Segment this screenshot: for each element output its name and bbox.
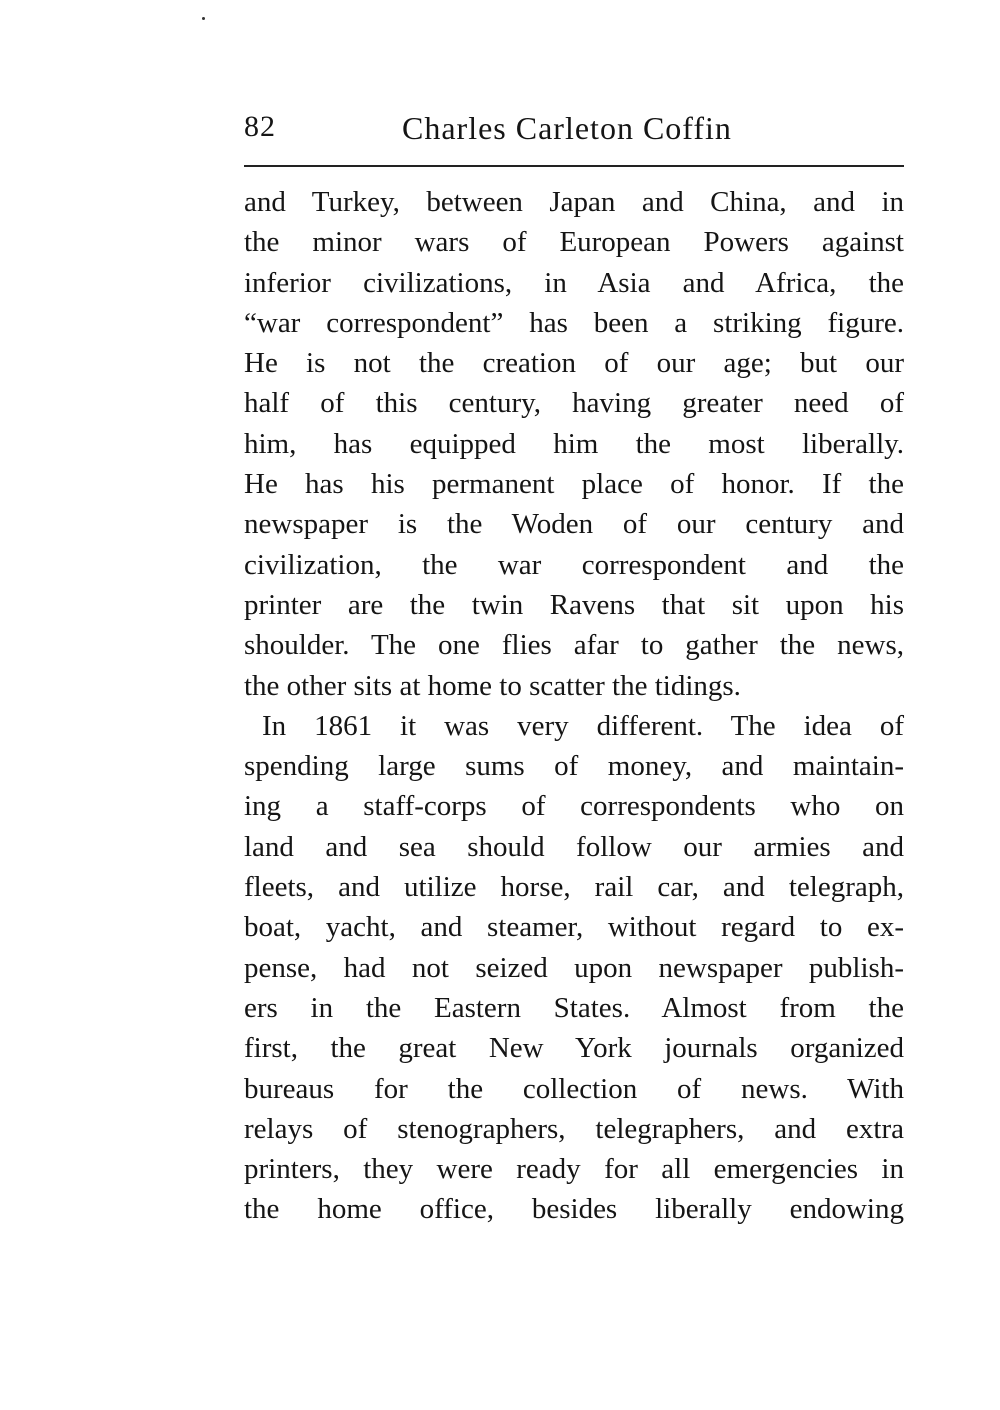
ink-speck [202, 17, 205, 20]
text-line: civilization, the war correspondent and the [244, 548, 904, 581]
paragraph [244, 706, 904, 1230]
text-line: He has his permanent place of honor. If the [244, 468, 904, 501]
text-line: spending large sums of money, and maintain- [244, 750, 904, 783]
text-line: the minor wars of European Powers against [244, 226, 904, 259]
running-title: Charles Carleton Coffin [402, 110, 732, 146]
body-text [244, 182, 904, 1230]
text-line: “war correspondent” has been a striking figure. [244, 306, 904, 339]
text-line: bureaus for the collection of news. With [244, 1072, 904, 1105]
text-line: ers in the Eastern States. Almost from the [244, 991, 904, 1024]
text-line: first, the great New York journals organized [244, 1032, 904, 1065]
text-line: ing a staff-corps of correspondents who on [244, 790, 904, 823]
text-line: and Turkey, between Japan and China, and in [244, 186, 904, 218]
text-line: pense, had not seized upon newspaper publish- [244, 951, 904, 984]
text-line: land and sea should follow our armies and [244, 830, 904, 863]
text-line: newspaper is the Woden of our century and [244, 508, 904, 541]
page-number: 82 [244, 110, 276, 143]
running-head [244, 110, 904, 160]
text-line: printers, they were ready for all emergencies in [244, 1153, 904, 1186]
text-line: printer are the twin Ravens that sit upon his [244, 588, 904, 621]
text-line: In 1861 it was very different. The idea of [262, 709, 904, 742]
header-rule [244, 165, 904, 167]
text-line: He is not the creation of our age; but our [244, 347, 904, 380]
text-line: shoulder. The one flies afar to gather the news, [244, 629, 904, 662]
text-line: fleets, and utilize horse, rail car, and telegraph, [244, 871, 904, 904]
text-line: him, has equipped him the most liberally. [244, 427, 904, 460]
text-line: the home office, besides liberally endowing [244, 1193, 904, 1226]
paragraph [244, 182, 904, 706]
text-line: relays of stenographers, telegraphers, and extra [244, 1112, 904, 1145]
text-line: the other sits at home to scatter the tidings. [244, 669, 741, 702]
text-line: inferior civilizations, in Asia and Africa, the [244, 266, 904, 299]
text-line: half of this century, having greater need of [244, 387, 904, 420]
text-line: boat, yacht, and steamer, without regard to ex- [244, 911, 904, 944]
